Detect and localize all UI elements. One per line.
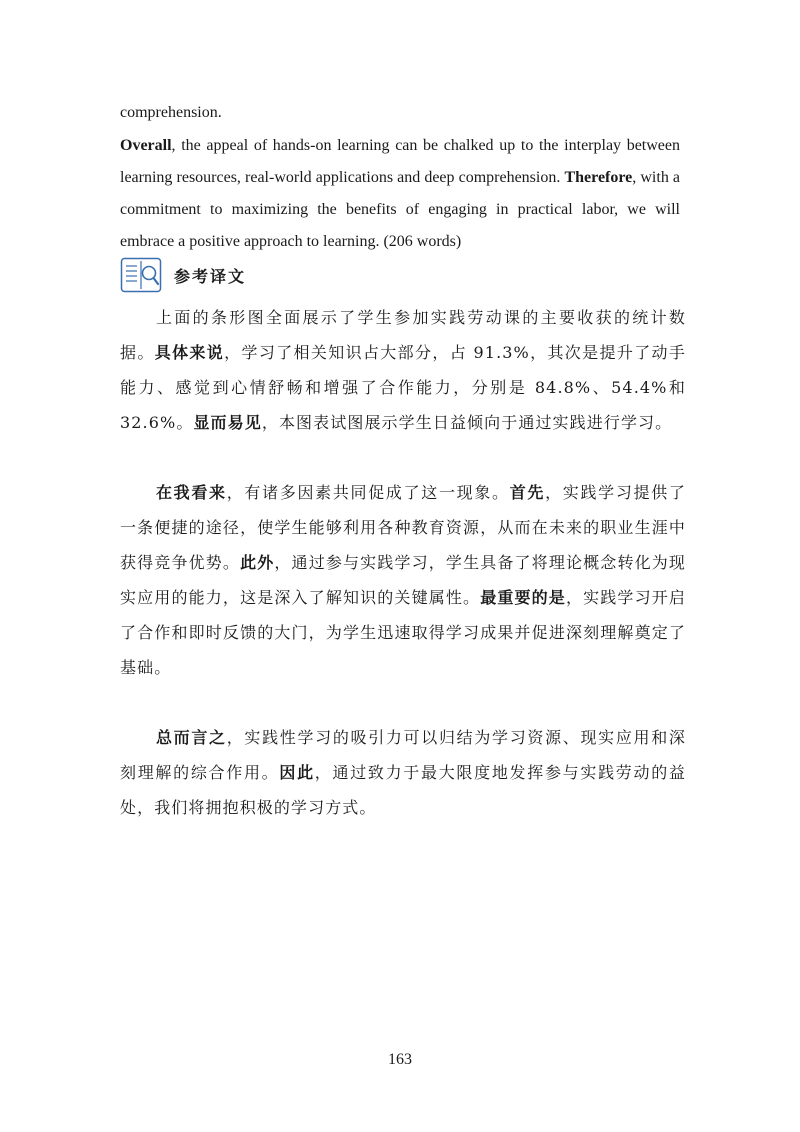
english-paragraph-end	[120, 97, 680, 129]
chinese-text: 上面的条形图全面展示了学生参加实践劳动课的主要收获的统计数据。	[120, 308, 686, 362]
bold-lead: 总而言之	[156, 728, 227, 747]
bold-lead: 显而易见	[193, 413, 262, 432]
bold-lead-therefore: Therefore	[564, 169, 633, 186]
english-text: , the appeal of hands-on learning can be chalked up to the interplay between learning resources, real-world applications and deep comprehension.	[120, 137, 680, 186]
bold-lead: 在我看来	[156, 483, 227, 502]
bold-lead: 具体来说	[154, 343, 225, 362]
chinese-text: ，通过致力于最大限度地发挥参与实践劳动的益处，我们将拥抱积极的学习方式。	[120, 763, 686, 817]
bold-lead: 最重要的是	[480, 588, 566, 607]
section-title: 参考译文	[174, 266, 247, 286]
chinese-text: ，通过参与实践学习，学生具备了将理论概念转化为现实应用的能力，这是深入了解知识的关键属性。	[120, 553, 687, 607]
english-text: , with a commitment to maximizing the benefits of engaging in practical labor, we will embrace a positive approach to learning. (206 words)	[120, 169, 681, 250]
chinese-paragraph-3	[120, 720, 686, 825]
chinese-paragraph-2	[120, 475, 686, 685]
chinese-text: ，学习了相关知识占大部分，占 91.3%，其次是提升了动手能力、感觉到心情舒畅和增强了合作能力，分别是 84.8%、54.4%和 32.6%。	[120, 343, 687, 432]
bold-lead: 因此	[279, 763, 315, 782]
chinese-text: ，有诸多因素共同促成了这一现象。	[226, 483, 510, 502]
chinese-paragraph-1	[120, 300, 686, 440]
bold-lead-overall: Overall	[120, 137, 172, 154]
chinese-text: ，本图表试图展示学生日益倾向于通过实践进行学习。	[261, 413, 673, 432]
magnifier-book-icon	[120, 257, 162, 293]
chinese-text: ，实践学习开启了合作和即时反馈的大门，为学生迅速取得学习成果并促进深刻理解奠定了基础。	[120, 588, 686, 677]
section-header	[120, 254, 246, 296]
english-text: comprehension.	[120, 104, 222, 121]
page-number: 163	[388, 1051, 412, 1068]
english-paragraph-overall	[120, 130, 680, 258]
bold-lead: 此外	[240, 553, 275, 572]
bold-lead: 首先	[509, 483, 546, 502]
chinese-text: ，实践学习提供了一条便捷的途径，使学生能够利用各种教育资源，从而在未来的职业生涯中获得竞争优势。	[120, 483, 686, 572]
chinese-text: ，实践性学习的吸引力可以归结为学习资源、现实应用和深刻理解的综合作用。	[120, 728, 686, 782]
